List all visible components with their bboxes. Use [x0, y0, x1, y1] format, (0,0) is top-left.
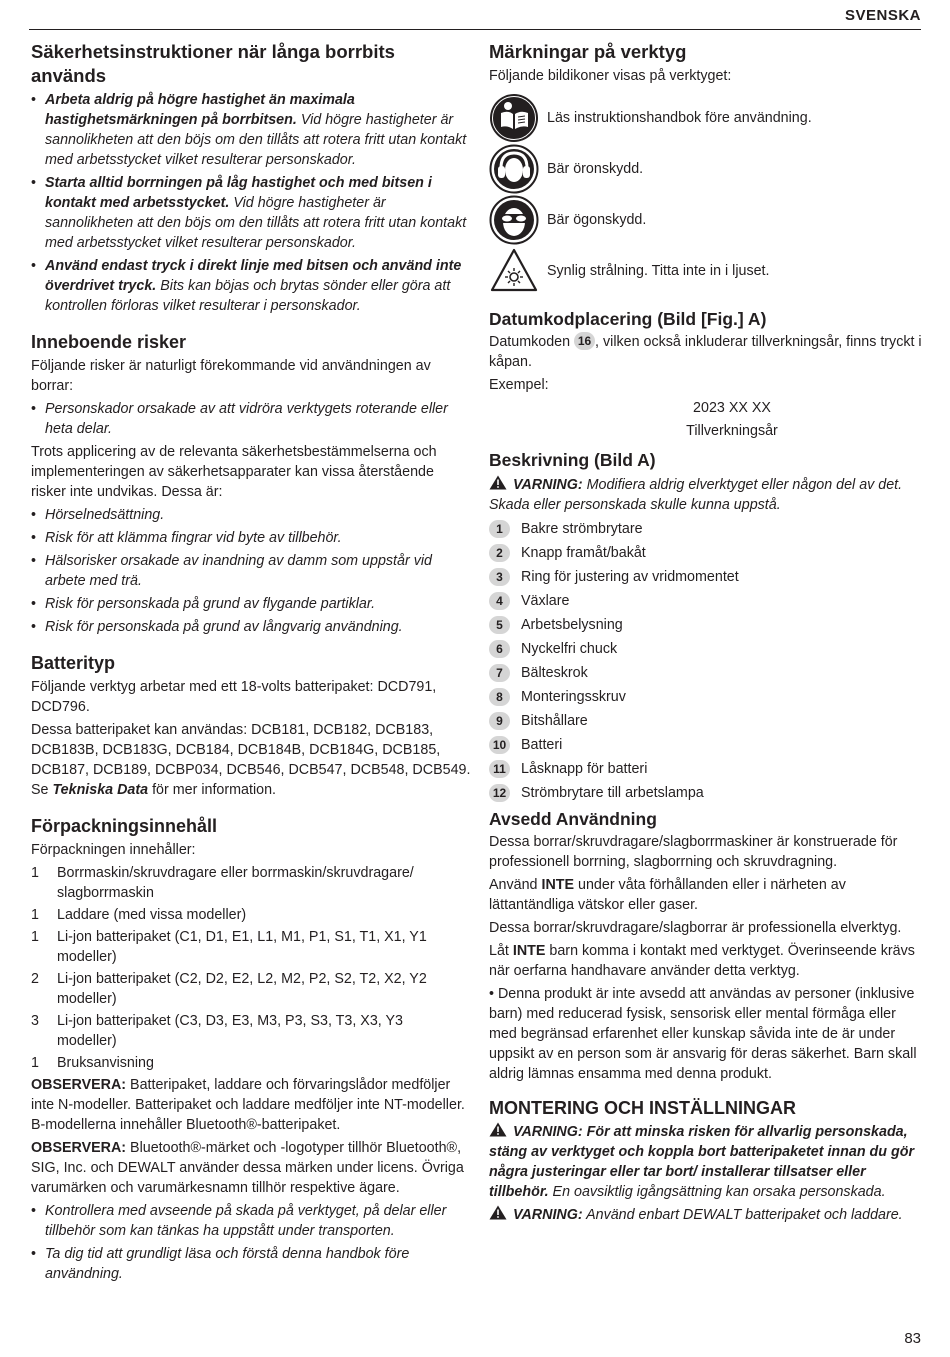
markings-title: Märkningar på verktyg	[489, 41, 687, 62]
ear-protection-icon	[489, 144, 539, 194]
package-item: 2 Li-jon batteripaket (C2, D2, E2, L2, M2, P2, S2, T2, X2, Y2 modeller)	[31, 971, 427, 1007]
package-item: 3 Li-jon batteripaket (C3, D3, E3, M3, P3, S3, T3, X3, Y3 modeller)	[31, 1013, 403, 1049]
part-number-badge: 9	[489, 712, 510, 730]
package-item: 1 Bruksanvisning	[31, 1055, 154, 1071]
part-item	[489, 734, 925, 756]
risks-paragraph: Trots applicering av de relevanta säkerhetsbestämmelserna och implementeringen av säkerhetsapparater kan vissa återstående risker inte undvikas. Dessa är:	[31, 444, 437, 500]
part-item	[489, 710, 925, 732]
datecode-text: Datumkoden 16 , vilken också inkluderar tillverkningsår, finns tryckt i kåpan.	[489, 334, 922, 370]
package-note: OBSERVERA: Bluetooth®-märket och -logotyper tillhör Bluetooth®, SIG, Inc. och DEWALT använder dessa märken under licens. Övriga varumärken och varumärkesnamn tillhör respektive ägare.	[31, 1140, 464, 1196]
part-number-badge: 7	[489, 664, 510, 682]
left-column	[31, 40, 471, 1287]
intended-use-paragraph: Låt INTE barn komma i kontakt med verktyget. Överinseende krävs när oerfarna handhavare använder detta verktyg.	[489, 943, 915, 979]
part-label: Bälteskrok	[521, 665, 588, 681]
part-label: Ring för justering av vridmomentet	[521, 569, 739, 585]
package-intro: Förpackningen innehåller:	[31, 842, 196, 858]
risks-title: Inneboende risker	[31, 332, 187, 352]
part-item	[489, 638, 925, 660]
part-item	[489, 542, 925, 564]
part-number-badge: 2	[489, 544, 510, 562]
battery-paragraph: Dessa batteripaket kan användas: DCB181, DCB182, DCB183, DCB183B, DCB183G, DCB184, DCB184B, DCB184G, DCB185, DCB187, DCB189, DCBP034, DCB546, DCB547, DCB548, DCB549.	[31, 722, 471, 778]
part-number-badge: 12	[489, 784, 510, 802]
part-number-badge: 8	[489, 688, 510, 706]
read-manual-icon	[489, 93, 539, 143]
risks-intro: Följande risker är naturligt förekommande vid användningen av borrar:	[31, 358, 431, 394]
warning-icon	[489, 1205, 507, 1220]
marking-row	[489, 245, 925, 296]
eye-protection-icon	[489, 195, 539, 245]
part-label: Strömbrytare till arbetslampa	[521, 785, 704, 801]
description-warning: VARNING: Modifiera aldrig elverktyget eller någon del av det. Skada eller personskada skulle kunna uppstå.	[489, 477, 903, 513]
warning-icon	[489, 475, 507, 490]
part-item	[489, 782, 925, 804]
intended-use-title: Avsedd Användning	[489, 809, 657, 829]
drill-bits-item: • Arbeta aldrig på högre hastighet än maximala hastighetsmärkningen på borrbitsen. Vid högre hastigheter är sannolikheten att den böjs om den tillåts att rotera fritt utan kontakt med arbetsstycket vilket resulterar personskador.	[31, 90, 471, 170]
package-item: 1 Laddare (med vissa modeller)	[31, 907, 247, 923]
part-number-badge: 4	[489, 592, 510, 610]
language-label: SVENSKA	[844, 7, 921, 24]
example-code: 2023 XX XX	[693, 400, 771, 416]
callout-badge: 16	[574, 332, 595, 350]
part-label: Nyckelfri chuck	[521, 641, 618, 657]
package-item: 1 Li-jon batteripaket (C1, D1, E1, L1, M1, P1, S1, T1, X1, Y1 modeller)	[31, 929, 427, 965]
risk-item: • Risk för personskada på grund av flygande partiklar.	[31, 594, 471, 614]
part-item	[489, 566, 925, 588]
example-caption: Tillverkningsår	[686, 423, 778, 439]
risk-item: • Risk för att klämma fingrar vid byte av tillbehör.	[31, 528, 471, 548]
part-number-badge: 11	[489, 760, 510, 778]
part-number-badge: 3	[489, 568, 510, 586]
risk-item: • Hälsorisker orsakade av inandning av damm som uppstår vid arbete med trä.	[31, 551, 471, 591]
part-number-badge: 10	[489, 736, 510, 754]
package-note: OBSERVERA: Batteripaket, laddare och förvaringslådor medföljer inte N-modeller. Batteripaket och laddare medföljer inte NT-modeller. B-modellerna innehåller Bluetooth®-batteripaket.	[31, 1077, 465, 1133]
risk-item: • Hörselnedsättning.	[31, 505, 471, 525]
marking-row	[489, 194, 925, 245]
package-bullet: • Ta dig tid att grundligt läsa och förstå denna handbok före användning.	[31, 1244, 471, 1284]
drill-bits-item: • Använd endast tryck i direkt linje med bitsen och använd inte överdrivet tryck. Bits kan böjas och brytas sönder eller göra att kontrollen förloras vilket resulterar i personskador.	[31, 256, 471, 316]
warning-icon	[489, 1122, 507, 1137]
battery-paragraph: Följande verktyg arbetar med ett 18-volts batteripaket: DCD791, DCD796.	[31, 679, 437, 715]
part-number-badge: 6	[489, 640, 510, 658]
assembly-warning: VARNING: Använd enbart DEWALT batteripaket och laddare.	[489, 1205, 925, 1225]
part-item	[489, 518, 925, 540]
part-item	[489, 758, 925, 780]
intended-use-bullet: • Denna produkt är inte avsedd att användas av personer (inklusive barn) med reducerad fysisk, sensorisk eller mental förmåga eller med begränsad erfarenhet eller kunskap såvida inte de är under uppsikt av en person som är ansvarig för deras säkerhet. Barn skall aldrig lämnas ensamma med denna produkt.	[489, 986, 917, 1082]
part-label: Arbetsbelysning	[521, 617, 623, 633]
marking-text: Bär ögonskydd.	[547, 211, 647, 228]
visible-radiation-icon	[489, 246, 539, 296]
example-label: Exempel:	[489, 377, 549, 393]
marking-text: Synlig strålning. Titta inte in i ljuset.	[547, 262, 770, 279]
risks-bullet: • Personskador orsakade av att vidröra verktygets roterande eller heta delar.	[31, 399, 471, 439]
marking-text: Läs instruktionshandbok före användning.	[547, 109, 812, 126]
drill-bits-item: • Starta alltid borrningen på låg hastighet och med bitsen i kontakt med arbetsstycket. Vid högre hastigheter är sannolikheten att den böjs om den tillåts att rotera fritt utan kontakt med arbetsstycket vilket resulterar personskador.	[31, 173, 471, 253]
package-item: 1 Borrmaskin/skruvdragare eller borrmaskin/skruvdragare/ slagborrmaskin	[31, 865, 414, 901]
page-number: 83	[904, 1330, 921, 1347]
right-column	[489, 40, 925, 1228]
battery-paragraph: Se Tekniska Data för mer information.	[31, 782, 277, 798]
marking-row	[489, 92, 925, 143]
intended-use-paragraph: Dessa borrar/skruvdragare/slagborrmaskiner är konstruerade för professionell borrning, slagborrning och skruvdragning.	[489, 834, 898, 870]
part-number-badge: 1	[489, 520, 510, 538]
part-label: Bakre strömbrytare	[521, 521, 643, 537]
marking-text: Bär öronskydd.	[547, 160, 644, 177]
package-bullet: • Kontrollera med avseende på skada på verktyget, på delar eller tillbehör som kan tänkas ha uppstått under transporten.	[31, 1201, 471, 1241]
risk-item: • Risk för personskada på grund av långvarig användning.	[31, 617, 471, 637]
marking-row	[489, 143, 925, 194]
part-item	[489, 662, 925, 684]
package-title: Förpackningsinnehåll	[31, 816, 218, 836]
part-label: Knapp framåt/bakåt	[521, 545, 646, 561]
drill-bits-title: Säkerhetsinstruktioner när långa borrbits används	[31, 41, 395, 86]
part-label: Bitshållare	[521, 713, 588, 729]
part-item	[489, 590, 925, 612]
markings-intro: Följande bildikoner visas på verktyget:	[489, 68, 732, 84]
part-label: Växlare	[521, 593, 570, 609]
part-label: Låsknapp för batteri	[521, 761, 648, 777]
intended-use-paragraph: Dessa borrar/skruvdragare/slagborrar är professionella elverktyg.	[489, 920, 902, 936]
part-item	[489, 686, 925, 708]
intended-use-paragraph: Använd INTE under våta förhållanden eller i närheten av lättantändliga vätskor eller gaser.	[489, 877, 846, 913]
description-title: Beskrivning (Bild A)	[489, 450, 656, 470]
part-label: Monteringsskruv	[521, 689, 626, 705]
assembly-warning: VARNING: För att minska risken för allvarlig personskada, stäng av verktyget och koppla bort batteripaketet innan du gör några justeringar eller tar bort/ installerar tillsatser eller tillbehör. En oavsiktlig igångsättning kan orsaka personskada.	[489, 1124, 915, 1200]
part-item	[489, 614, 925, 636]
battery-title: Batterityp	[31, 653, 116, 673]
header-rule	[29, 29, 921, 30]
datecode-title: Datumkodplacering (Bild [Fig.] A)	[489, 309, 767, 329]
assembly-title: MONTERING OCH INSTÄLLNINGAR	[489, 1098, 796, 1118]
part-number-badge: 5	[489, 616, 510, 634]
parts-list	[489, 518, 925, 804]
part-label: Batteri	[521, 737, 563, 753]
